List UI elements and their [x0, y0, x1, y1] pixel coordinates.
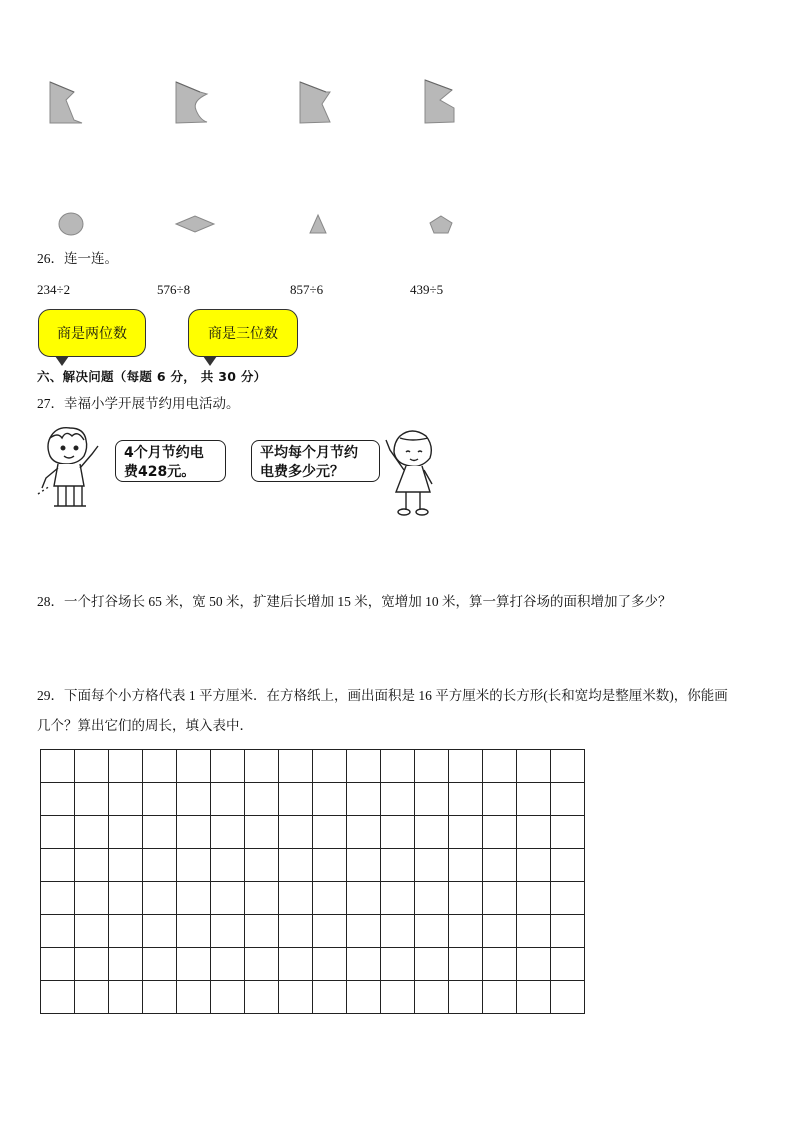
- grid-cell[interactable]: [381, 882, 415, 915]
- grid-cell[interactable]: [245, 849, 279, 882]
- grid-cell[interactable]: [41, 849, 75, 882]
- q29-text-line-1: 29．下面每个小方格代表 1 平方厘米．在方格纸上，画出面积是 16 平方厘米的长方形(长和宽均是整厘米数)，你能画: [37, 688, 728, 703]
- grid-cell[interactable]: [211, 849, 245, 882]
- grid-cell[interactable]: [177, 816, 211, 849]
- expression-1: 234÷2: [37, 282, 71, 297]
- right-bubble-line-1: 平均每个月节约: [260, 445, 358, 461]
- grid-cell[interactable]: [279, 750, 313, 783]
- boy-illustration: [36, 424, 116, 516]
- grid-row: [41, 849, 585, 882]
- grid-cell[interactable]: [483, 948, 517, 981]
- grid-cell[interactable]: [143, 750, 177, 783]
- grid-cell[interactable]: [211, 915, 245, 948]
- grid-cell[interactable]: [75, 783, 109, 816]
- grid-cell[interactable]: [517, 948, 551, 981]
- grid-cell[interactable]: [313, 981, 347, 1014]
- grid-cell[interactable]: [313, 849, 347, 882]
- grid-cell[interactable]: [415, 882, 449, 915]
- grid-cell[interactable]: [143, 948, 177, 981]
- grid-cell[interactable]: [177, 915, 211, 948]
- grid-cell[interactable]: [109, 816, 143, 849]
- grid-cell[interactable]: [517, 981, 551, 1014]
- grid-cell[interactable]: [381, 948, 415, 981]
- grid-cell[interactable]: [415, 849, 449, 882]
- grid-cell[interactable]: [517, 783, 551, 816]
- grid-cell[interactable]: [483, 882, 517, 915]
- grid-cell[interactable]: [517, 816, 551, 849]
- grid-cell[interactable]: [279, 981, 313, 1014]
- two-digit-quotient-box: [38, 309, 146, 357]
- grid-cell[interactable]: [177, 783, 211, 816]
- q26-title: 26．连一连。: [37, 251, 118, 266]
- grid-cell[interactable]: [381, 750, 415, 783]
- grid-cell[interactable]: [449, 816, 483, 849]
- grid-cell[interactable]: [41, 882, 75, 915]
- rhombus-shape: [176, 216, 214, 232]
- grid-cell[interactable]: [109, 783, 143, 816]
- two-digit-quotient-label: 商是两位数: [57, 327, 127, 342]
- grid-cell[interactable]: [211, 948, 245, 981]
- expression-3: 857÷6: [290, 282, 324, 297]
- grid-cell[interactable]: [75, 750, 109, 783]
- folded-shape-4: [425, 80, 454, 123]
- expression-2: 576÷8: [157, 282, 191, 297]
- grid-row: [41, 948, 585, 981]
- grid-row: [41, 981, 585, 1014]
- left-bubble-line-2: 费428元。: [124, 464, 196, 480]
- grid-cell[interactable]: [75, 849, 109, 882]
- grid-cell[interactable]: [109, 915, 143, 948]
- grid-cell[interactable]: [177, 750, 211, 783]
- grid-cell[interactable]: [41, 948, 75, 981]
- grid-cell[interactable]: [415, 915, 449, 948]
- grid-cell[interactable]: [143, 915, 177, 948]
- grid-cell[interactable]: [109, 882, 143, 915]
- grid-cell[interactable]: [449, 915, 483, 948]
- grid-cell[interactable]: [415, 948, 449, 981]
- grid-cell[interactable]: [245, 915, 279, 948]
- grid-cell[interactable]: [41, 783, 75, 816]
- grid-cell[interactable]: [109, 849, 143, 882]
- grid-cell[interactable]: [109, 750, 143, 783]
- grid-cell[interactable]: [313, 882, 347, 915]
- three-digit-quotient-box: [188, 309, 298, 357]
- grid-cell[interactable]: [551, 948, 585, 981]
- grid-cell[interactable]: [483, 849, 517, 882]
- grid-cell[interactable]: [483, 816, 517, 849]
- q29-text-line-2: 几个？算出它们的周长，填入表中．: [37, 718, 253, 733]
- q27-title: 27．幸福小学开展节约用电活动。: [37, 396, 240, 411]
- grid-cell[interactable]: [313, 915, 347, 948]
- grid-cell[interactable]: [41, 750, 75, 783]
- grid-cell[interactable]: [245, 816, 279, 849]
- grid-cell[interactable]: [313, 948, 347, 981]
- grid-row: [41, 783, 585, 816]
- grid-cell[interactable]: [109, 948, 143, 981]
- grid-cell[interactable]: [551, 981, 585, 1014]
- grid-cell[interactable]: [347, 915, 381, 948]
- grid-cell[interactable]: [415, 783, 449, 816]
- grid-cell[interactable]: [245, 783, 279, 816]
- square-grid[interactable]: [40, 749, 585, 1014]
- right-bubble-line-2: 电费多少元？: [260, 464, 344, 480]
- grid-cell[interactable]: [75, 915, 109, 948]
- grid-row: [41, 882, 585, 915]
- girl-illustration: [382, 428, 442, 518]
- grid-cell[interactable]: [41, 816, 75, 849]
- grid-cell[interactable]: [211, 816, 245, 849]
- grid-cell[interactable]: [483, 981, 517, 1014]
- grid-cell[interactable]: [551, 849, 585, 882]
- grid-cell[interactable]: [75, 882, 109, 915]
- grid-cell[interactable]: [551, 915, 585, 948]
- grid-cell[interactable]: [109, 981, 143, 1014]
- grid-cell[interactable]: [41, 981, 75, 1014]
- folded-shapes-row: [0, 70, 520, 140]
- grid-cell[interactable]: [143, 981, 177, 1014]
- grid-cell[interactable]: [517, 915, 551, 948]
- grid-cell[interactable]: [143, 783, 177, 816]
- grid-cell[interactable]: [347, 816, 381, 849]
- expression-4: 439÷5: [410, 282, 444, 297]
- grid-cell[interactable]: [517, 849, 551, 882]
- q28-text: 28．一个打谷场长 65 米，宽 50 米，扩建后长增加 15 米，宽增加 10 米，算一算打谷场的面积增加了多少？: [37, 594, 672, 609]
- left-speech-bubble: [115, 440, 226, 482]
- circle-shape: [59, 213, 83, 235]
- grid-cell[interactable]: [211, 981, 245, 1014]
- grid-cell[interactable]: [279, 948, 313, 981]
- left-bubble-line-1: 4个月节约电: [124, 445, 204, 461]
- grid-cell[interactable]: [41, 915, 75, 948]
- grid-cell[interactable]: [245, 750, 279, 783]
- grid-cell[interactable]: [143, 849, 177, 882]
- grid-cell[interactable]: [347, 882, 381, 915]
- grid-cell[interactable]: [313, 816, 347, 849]
- grid-cell[interactable]: [143, 882, 177, 915]
- grid-cell[interactable]: [483, 750, 517, 783]
- grid-cell[interactable]: [551, 783, 585, 816]
- grid-cell[interactable]: [75, 816, 109, 849]
- grid-cell[interactable]: [551, 750, 585, 783]
- grid-cell[interactable]: [279, 915, 313, 948]
- grid-row: [41, 750, 585, 783]
- grid-cell[interactable]: [313, 783, 347, 816]
- grid-cell[interactable]: [449, 981, 483, 1014]
- grid-cell[interactable]: [347, 981, 381, 1014]
- grid-cell[interactable]: [177, 948, 211, 981]
- grid-cell[interactable]: [551, 816, 585, 849]
- grid-cell[interactable]: [347, 849, 381, 882]
- grid-cell[interactable]: [245, 882, 279, 915]
- section-six-heading: 六、解决问题（每题 6 分， 共 30 分）: [37, 369, 267, 384]
- grid-cell[interactable]: [279, 849, 313, 882]
- grid-cell[interactable]: [313, 750, 347, 783]
- grid-cell[interactable]: [449, 783, 483, 816]
- pentagon-shape: [430, 216, 452, 233]
- grid-cell[interactable]: [279, 816, 313, 849]
- grid-cell[interactable]: [449, 849, 483, 882]
- grid-cell[interactable]: [381, 981, 415, 1014]
- grid-cell[interactable]: [177, 882, 211, 915]
- grid-cell[interactable]: [381, 915, 415, 948]
- grid-cell[interactable]: [211, 882, 245, 915]
- grid-row: [41, 915, 585, 948]
- grid-cell[interactable]: [177, 981, 211, 1014]
- grid-cell[interactable]: [347, 750, 381, 783]
- grid-cell[interactable]: [551, 882, 585, 915]
- grid-cell[interactable]: [449, 948, 483, 981]
- grid-cell[interactable]: [415, 816, 449, 849]
- grid-cell[interactable]: [483, 915, 517, 948]
- grid-cell[interactable]: [415, 750, 449, 783]
- grid-cell[interactable]: [381, 816, 415, 849]
- grid-cell[interactable]: [347, 783, 381, 816]
- triangle-shape: [310, 215, 326, 233]
- grid-cell[interactable]: [75, 981, 109, 1014]
- grid-cell[interactable]: [245, 981, 279, 1014]
- grid-cell[interactable]: [449, 750, 483, 783]
- three-digit-quotient-label: 商是三位数: [208, 327, 278, 342]
- grid-cell[interactable]: [211, 750, 245, 783]
- grid-cell[interactable]: [245, 948, 279, 981]
- grid-cell[interactable]: [483, 783, 517, 816]
- grid-row: [41, 816, 585, 849]
- grid-cell[interactable]: [279, 783, 313, 816]
- grid-cell[interactable]: [381, 849, 415, 882]
- grid-cell[interactable]: [143, 816, 177, 849]
- grid-cell[interactable]: [517, 882, 551, 915]
- right-speech-bubble: [251, 440, 380, 482]
- grid-cell[interactable]: [415, 981, 449, 1014]
- grid-cell[interactable]: [517, 750, 551, 783]
- grid-cell[interactable]: [381, 783, 415, 816]
- grid-cell[interactable]: [177, 849, 211, 882]
- target-shapes-row: [0, 205, 520, 245]
- grid-cell[interactable]: [211, 783, 245, 816]
- grid-cell[interactable]: [279, 882, 313, 915]
- grid-cell[interactable]: [449, 882, 483, 915]
- grid-cell[interactable]: [347, 948, 381, 981]
- grid-cell[interactable]: [75, 948, 109, 981]
